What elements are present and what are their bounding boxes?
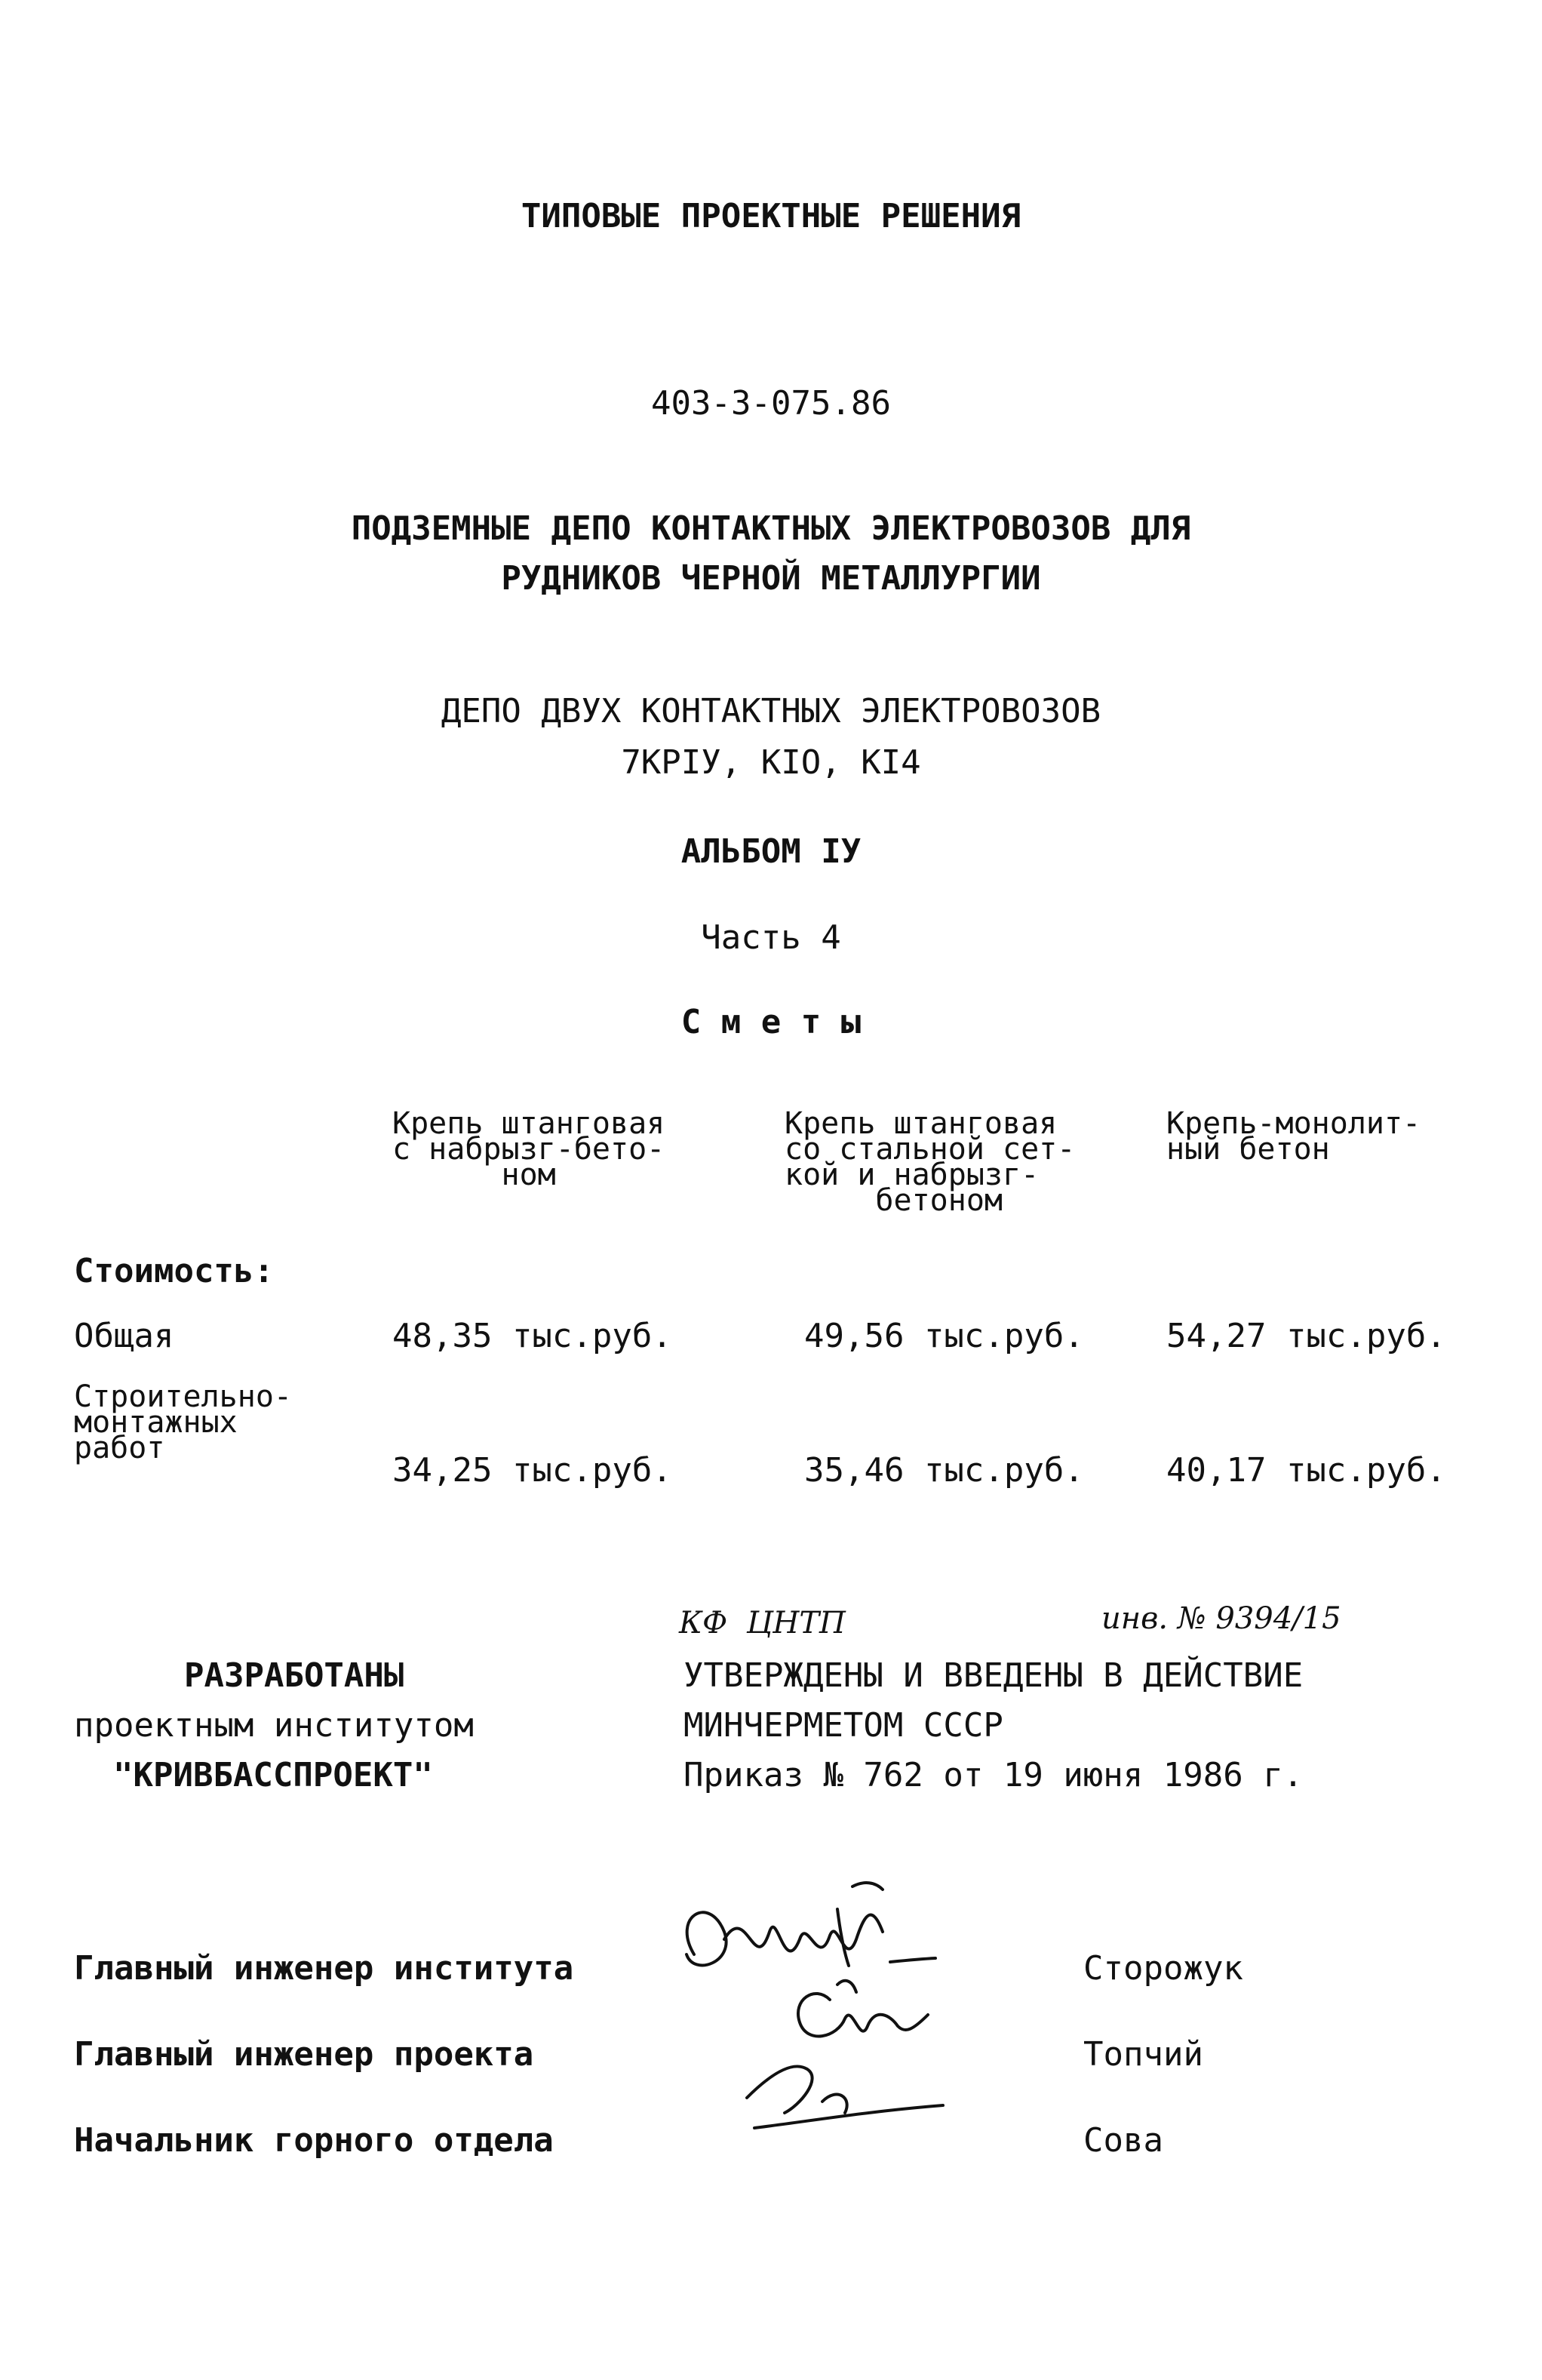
- signatory-name: Сова: [1083, 2121, 1163, 2160]
- column-header: Крепь штанговая со стальной сет- кой и набрызг- бетоном: [785, 1106, 1076, 1218]
- signature-director: [687, 1883, 935, 1966]
- developed-title: РАЗРАБОТАНЫ: [184, 1656, 404, 1695]
- signature-chief-engineer: [798, 1981, 928, 2037]
- approved-order: Приказ № 762 от 19 июня 1986 г.: [683, 1756, 1304, 1794]
- row-header: Стоимость:: [74, 1252, 274, 1290]
- table-cell: 34,25 тыс.руб.: [392, 1451, 672, 1490]
- signatory-name: Сторожук: [1083, 1949, 1243, 1988]
- developed-org: "КРИВБАССПРОЕКТ": [113, 1756, 433, 1794]
- signature-head-of-department: [747, 2066, 943, 2128]
- table-cell: 54,27 тыс.руб.: [1166, 1317, 1446, 1355]
- handwritten-inventory-number: инв. № 9394/15: [1101, 1601, 1341, 1636]
- document-code: 403-3-075.86: [651, 384, 891, 423]
- project-title-line2: РУДНИКОВ ЧЕРНОЙ МЕТАЛЛУРГИИ: [501, 559, 1041, 598]
- project-title-line1: ПОДЗЕМНЫЕ ДЕПО КОНТАКТНЫХ ЭЛЕКТРОВОЗОВ ДЛЯ: [351, 509, 1191, 548]
- signature-scribbles: [664, 1871, 1041, 2173]
- series-title: ТИПОВЫЕ ПРОЕКТНЫЕ РЕШЕНИЯ: [521, 197, 1021, 235]
- approved-line2: МИНЧЕРМЕТОМ СССР: [683, 1706, 1003, 1745]
- signatory-role: Начальник горного отдела: [74, 2121, 554, 2160]
- signatory-role: Главный инженер проекта: [74, 2035, 534, 2074]
- part-label: Часть 4: [701, 918, 841, 957]
- subtitle-line2: 7КРIУ, КIО, КI4: [621, 743, 921, 782]
- section-label: С м е т ы: [680, 1003, 862, 1041]
- developed-institute: проектным институтом: [74, 1706, 474, 1745]
- column-header: Крепь-монолит- ный бетон: [1166, 1106, 1421, 1167]
- column-header: Крепь штанговая с набрызг-бето- ном: [392, 1106, 665, 1192]
- handwritten-stamp-left: КФ ЦНТП: [679, 1606, 846, 1640]
- signatory-role: Главный инженер института: [74, 1949, 574, 1988]
- table-cell: 49,56 тыс.руб.: [804, 1317, 1084, 1355]
- album-label: АЛЬБОМ IУ: [680, 832, 862, 871]
- row-label-total: Общая: [74, 1317, 174, 1355]
- approved-line1: УТВЕРЖДЕНЫ И ВВЕДЕНЫ В ДЕЙСТВИЕ: [683, 1656, 1304, 1695]
- row-label-construction: Строительно- монтажных работ: [74, 1379, 292, 1465]
- table-cell: 48,35 тыс.руб.: [392, 1317, 672, 1355]
- subtitle-line1: ДЕПО ДВУХ КОНТАКТНЫХ ЭЛЕКТРОВОЗОВ: [441, 692, 1101, 730]
- table-cell: 35,46 тыс.руб.: [804, 1451, 1084, 1490]
- signatory-name: Топчий: [1083, 2035, 1203, 2074]
- table-cell: 40,17 тыс.руб.: [1166, 1451, 1446, 1490]
